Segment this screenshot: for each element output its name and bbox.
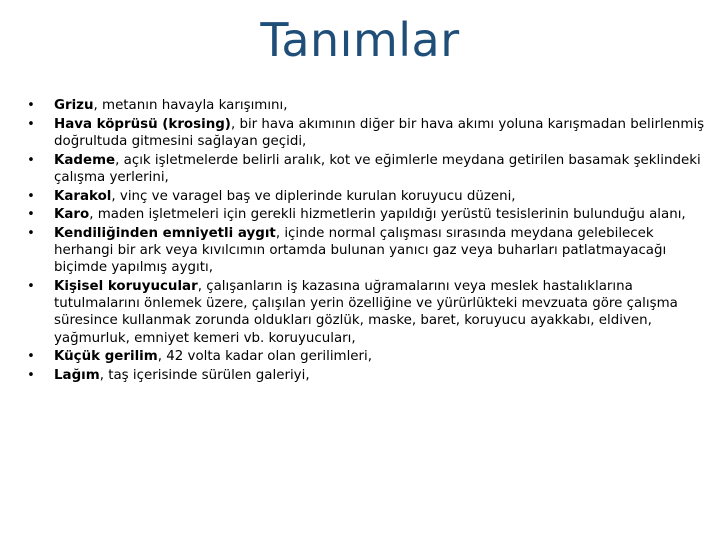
list-item xyxy=(26,116,706,150)
definition-text: , 42 volta kadar olan gerilimleri, xyxy=(157,349,373,365)
page-title: Tanımlar xyxy=(260,13,460,67)
bullet-icon: • xyxy=(27,368,35,384)
definition-term: Hava köprüsü (krosing) xyxy=(54,116,231,132)
list-item xyxy=(26,152,706,186)
definition-text: , maden işletmeleri için gerekli hizmetlerin yapıldığı yerüstü tesislerinin bulunduğu alanı, xyxy=(89,207,686,223)
definition-text: , metanın havayla karışımını, xyxy=(93,98,288,113)
bullet-icon: • xyxy=(27,116,35,132)
definition-text: , içinde normal çalışması sırasında meydana gelebilecek herhangi bir ark veya kıvılcımın ortamda bulunan yanıcı gaz veya buharları patlatmayacağı biçimde yapılmış aygıtı, xyxy=(54,225,667,276)
list-item xyxy=(26,206,706,223)
definition-term: Karakol xyxy=(54,188,112,204)
list-item xyxy=(26,367,706,384)
bullet-icon: • xyxy=(27,279,35,295)
definition-text: , taş içerisinde sürülen galeriyi, xyxy=(99,368,310,384)
definition-text: , vinç ve varagel baş ve diplerinde kurulan koruyucu düzeni, xyxy=(111,188,516,204)
definition-term: Kendiliğinden emniyetli aygıt xyxy=(54,225,276,241)
definition-term: Lağım xyxy=(54,368,100,384)
bullet-icon: • xyxy=(27,152,35,168)
list-item xyxy=(26,188,706,205)
definition-text: , açık işletmelerde belirli aralık, kot ve eğimlerle meydana getirilen basamak şeklindeki çalışma yerlerini, xyxy=(54,152,701,185)
bullet-icon: • xyxy=(27,98,35,113)
definition-term: Küçük gerilim xyxy=(54,349,158,365)
bullet-icon: • xyxy=(27,349,35,365)
definition-list xyxy=(26,97,706,386)
list-item xyxy=(26,278,706,347)
definition-term: Kademe xyxy=(54,152,116,168)
list-item xyxy=(26,97,706,114)
definition-term: Kişisel koruyucular xyxy=(54,279,198,295)
definition-text: , bir hava akımının diğer bir hava akımı yoluna karışmadan belirlenmiş doğrultuda gitmesini sağlayan geçidi, xyxy=(54,116,705,149)
list-item xyxy=(26,348,706,365)
definition-term: Karo xyxy=(54,207,90,223)
definition-text: , çalışanların iş kazasına uğramalarını veya meslek hastalıklarına tutulmalarını önlemek üzere, çalışılan yerin özelliğine ve yürürlükteki mevzuata göre çalışma süresince kullanmak zorunda oldukları gözlük, maske, baret, koruyucu ayakkabı, eldiven, yağmurluk, emniyet kemeri vb. koruyucuları, xyxy=(54,279,678,346)
bullet-icon: • xyxy=(27,188,35,204)
bullet-icon: • xyxy=(27,207,35,223)
definition-term: Grizu xyxy=(54,98,94,113)
bullet-icon: • xyxy=(27,225,35,241)
list-item xyxy=(26,225,706,277)
